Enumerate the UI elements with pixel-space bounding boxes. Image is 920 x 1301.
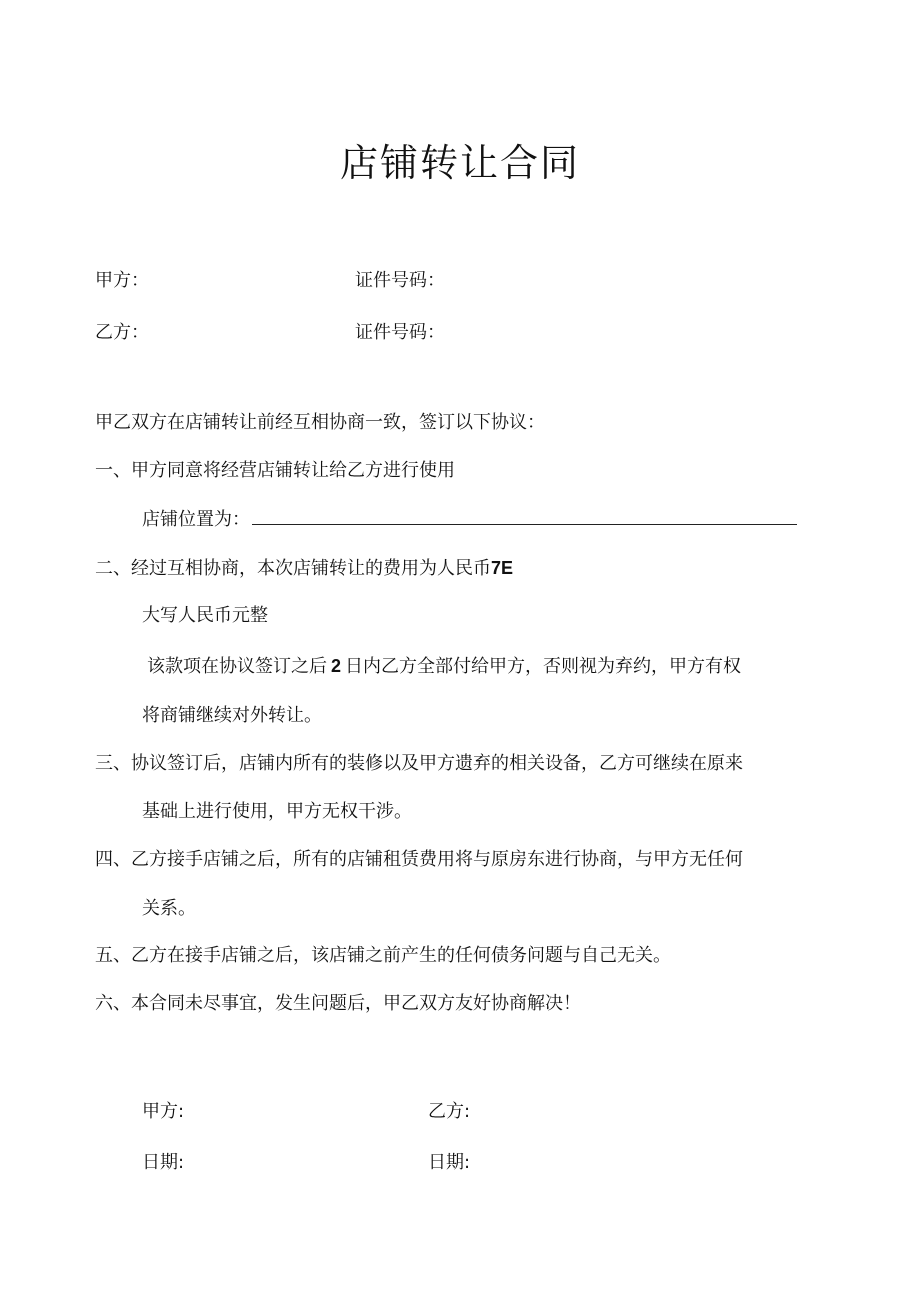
signature-date-a: 日期:	[142, 1152, 185, 1173]
clause-5: 五、乙方在接手店铺之后，该店铺之前产生的任何债务问题与自己无关。	[95, 945, 671, 966]
party-a-id-label: 证件号码：	[355, 270, 445, 291]
payment-terms	[147, 653, 741, 680]
party-b-label: 乙方：	[95, 322, 149, 343]
document-title: 店铺转让合同	[339, 141, 580, 185]
shop-location-blank	[252, 508, 797, 525]
clause-1: 一、甲方同意将经营店铺转让给乙方进行使用	[95, 460, 455, 481]
payment-terms-cont: 将商铺继续对外转让。	[142, 705, 322, 726]
clause-2	[95, 555, 513, 582]
party-a-label: 甲方：	[95, 270, 149, 291]
signature-party-a: 甲方:	[142, 1101, 185, 1122]
clause-3-line-2: 基础上进行使用，甲方无权干涉。	[142, 801, 412, 822]
clause-2-text: 二、经过互相协商，本次店铺转让的费用为人民币	[95, 558, 491, 579]
clause-4-line-1: 四、乙方接手店铺之后，所有的店铺租赁费用将与原房东进行协商，与甲方无任何	[95, 849, 743, 870]
shop-location-label: 店铺位置为：	[142, 509, 250, 530]
signature-date-b: 日期:	[428, 1152, 471, 1173]
clause-3-line-1: 三、协议签订后，店铺内所有的装修以及甲方遗弃的相关设备，乙方可继续在原来	[95, 753, 743, 774]
transfer-amount: 7E	[491, 558, 514, 578]
signature-party-b: 乙方:	[428, 1101, 471, 1122]
payment-suffix: 日内乙方全部付给甲方，否则视为弃约，甲方有权	[345, 656, 742, 677]
clause-4-line-2: 关系。	[142, 898, 196, 919]
clause-6: 六、本合同未尽事宜，发生问题后，甲乙双方友好协商解决！	[95, 993, 581, 1014]
intro-text: 甲乙双方在店铺转让前经互相协商一致，签订以下协议：	[95, 412, 545, 433]
party-b-id-label: 证件号码：	[355, 322, 445, 343]
payment-prefix: 该款项在协议签订之后	[147, 656, 327, 677]
payment-days: 2	[331, 656, 342, 676]
amount-uppercase-line: 大写人民币元整	[142, 605, 268, 626]
shop-location-line	[142, 507, 797, 533]
